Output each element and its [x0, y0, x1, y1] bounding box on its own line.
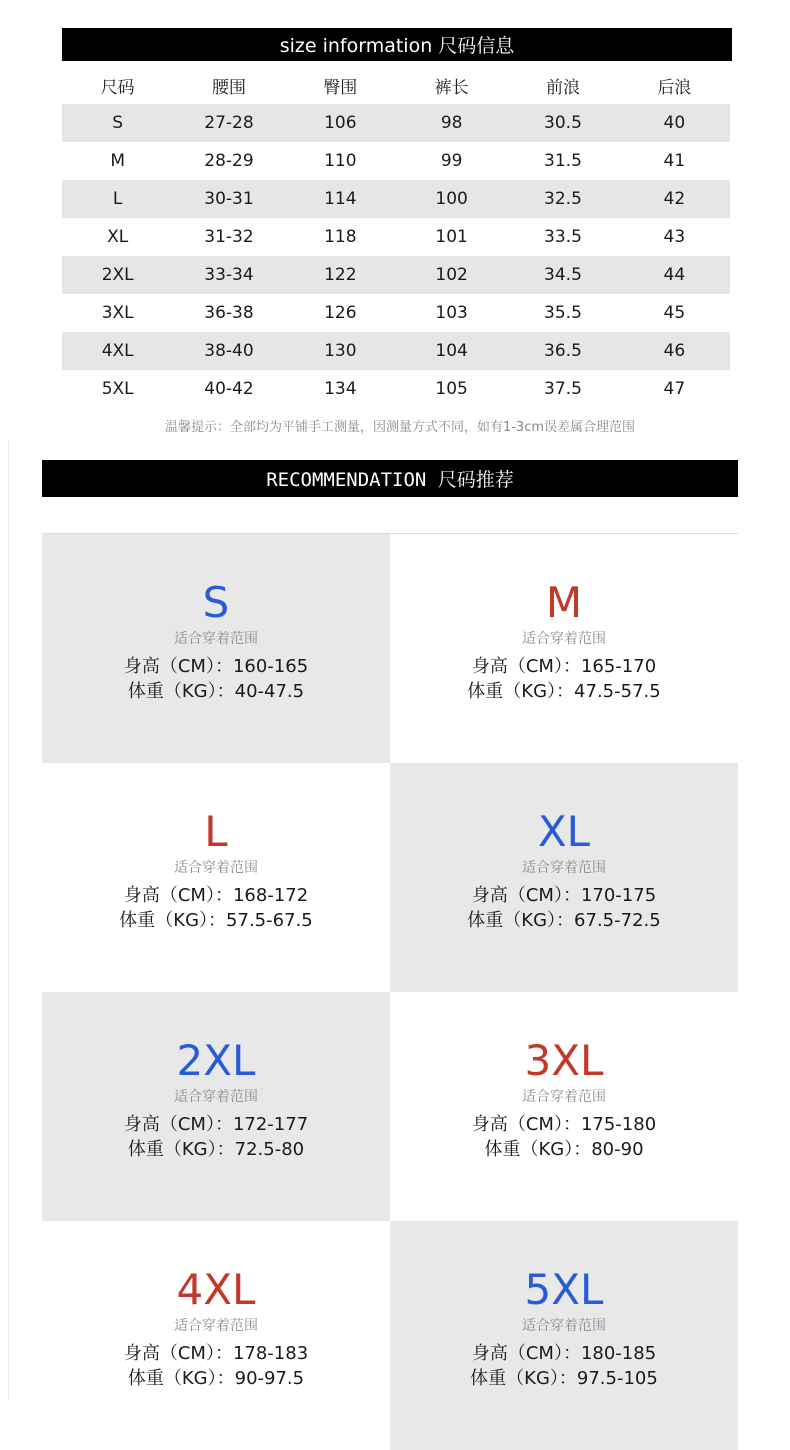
- table-cell: L: [62, 180, 173, 218]
- table-cell: 31.5: [544, 151, 582, 171]
- table-row: [62, 332, 730, 370]
- table-cell: 41: [663, 151, 686, 171]
- table-cell: 36.5: [507, 332, 618, 370]
- table-row: [62, 370, 730, 408]
- card-height: 身高（CM）：168-172: [123, 885, 309, 906]
- card-size-label: 4XL: [176, 1265, 256, 1314]
- table-cell: S: [62, 104, 173, 142]
- table-cell: 3XL: [101, 303, 134, 323]
- table-cell: 40: [619, 104, 730, 142]
- card-size-label: M: [545, 578, 583, 627]
- table-cell: 35.5: [544, 303, 582, 323]
- header-hip: 臀围: [323, 77, 358, 98]
- table-cell: 122: [285, 256, 396, 294]
- card-weight: 体重（KG）：72.5-80: [127, 1139, 305, 1160]
- table-cell: 5XL: [101, 379, 134, 399]
- size-table-header-row: [62, 66, 730, 104]
- table-cell: 45: [663, 303, 686, 323]
- card-subtitle: 适合穿着范围: [174, 1089, 258, 1105]
- card-weight: 体重（KG）：57.5-67.5: [119, 910, 313, 931]
- table-cell: 34.5: [507, 256, 618, 294]
- recommendation-title-bar: [42, 460, 738, 497]
- table-cell: 134: [324, 379, 357, 399]
- table-cell: 2XL: [62, 256, 173, 294]
- table-cell: 105: [435, 379, 468, 399]
- measurement-note: 温馨提示：全部均为平铺手工测量，因测量方式不同，如有1-3cm误差属合理范围: [164, 420, 636, 435]
- card-height: 身高（CM）：160-165: [123, 656, 309, 677]
- card-size-label: 5XL: [524, 1265, 604, 1314]
- card-subtitle: 适合穿着范围: [522, 860, 606, 876]
- table-cell: 103: [435, 303, 468, 323]
- card-weight: 体重（KG）：40-47.5: [127, 681, 305, 702]
- card-weight: 体重（KG）：90-97.5: [127, 1368, 305, 1389]
- table-row: [62, 142, 730, 180]
- table-cell: 33.5: [544, 227, 582, 247]
- card-subtitle: 适合穿着范围: [522, 1318, 606, 1334]
- table-cell: 30.5: [507, 104, 618, 142]
- table-cell: 33-34: [173, 256, 284, 294]
- recommendation-card-4xl: [42, 1221, 390, 1450]
- table-row: [62, 256, 730, 294]
- table-cell: 44: [619, 256, 730, 294]
- table-cell: 100: [396, 180, 507, 218]
- table-cell: M: [110, 151, 125, 171]
- table-cell: 114: [285, 180, 396, 218]
- table-cell: 106: [285, 104, 396, 142]
- table-cell: 28-29: [204, 151, 254, 171]
- card-subtitle: 适合穿着范围: [174, 860, 258, 876]
- card-height: 身高（CM）：170-175: [471, 885, 657, 906]
- table-cell: 110: [324, 151, 357, 171]
- recommendation-card-5xl: [390, 1221, 738, 1450]
- header-waist: 腰围: [211, 77, 246, 98]
- card-size-label: S: [202, 578, 230, 627]
- table-cell: 27-28: [173, 104, 284, 142]
- table-cell: 104: [396, 332, 507, 370]
- card-subtitle: 适合穿着范围: [174, 631, 258, 647]
- table-cell: 37.5: [544, 379, 582, 399]
- table-row: [62, 294, 730, 332]
- table-cell: 42: [619, 180, 730, 218]
- card-height: 身高（CM）：178-183: [123, 1343, 309, 1364]
- card-weight: 体重（KG）：67.5-72.5: [467, 910, 661, 931]
- table-cell: 30-31: [173, 180, 284, 218]
- left-edge-line: [8, 440, 9, 1400]
- table-cell: 46: [619, 332, 730, 370]
- recommendation-grid: [42, 533, 738, 1400]
- table-cell: 40-42: [204, 379, 254, 399]
- table-row: [62, 218, 730, 256]
- recommendation-card-3xl: [390, 992, 738, 1221]
- card-weight: 体重（KG）：47.5-57.5: [467, 681, 661, 702]
- table-cell: 43: [663, 227, 686, 247]
- card-height: 身高（CM）：172-177: [123, 1114, 309, 1135]
- recommendation-card-s: [42, 534, 390, 763]
- recommendation-title: RECOMMENDATION 尺码推荐: [266, 469, 514, 491]
- size-info-title-bar: [62, 28, 732, 61]
- card-weight: 体重（KG）：97.5-105: [470, 1368, 658, 1389]
- size-table: [62, 66, 730, 408]
- header-back-rise: 后浪: [657, 77, 692, 98]
- table-cell: 99: [440, 151, 463, 171]
- size-info-title: size information 尺码信息: [279, 35, 515, 57]
- table-cell: XL: [107, 227, 129, 247]
- card-height: 身高（CM）：175-180: [471, 1114, 657, 1135]
- header-size: 尺码: [100, 77, 135, 98]
- card-size-label: L: [204, 807, 228, 856]
- recommendation-card-xl: [390, 763, 738, 992]
- recommendation-card-2xl: [42, 992, 390, 1221]
- table-cell: 4XL: [62, 332, 173, 370]
- card-height: 身高（CM）：180-185: [471, 1343, 657, 1364]
- table-cell: 102: [396, 256, 507, 294]
- table-cell: 98: [396, 104, 507, 142]
- card-weight: 体重（KG）：80-90: [484, 1139, 644, 1160]
- card-size-label: 2XL: [176, 1036, 256, 1085]
- table-cell: 101: [435, 227, 468, 247]
- card-subtitle: 适合穿着范围: [522, 631, 606, 647]
- table-row: [62, 104, 730, 142]
- card-subtitle: 适合穿着范围: [522, 1089, 606, 1105]
- card-size-label: 3XL: [524, 1036, 604, 1085]
- table-cell: 126: [324, 303, 357, 323]
- table-cell: 32.5: [507, 180, 618, 218]
- table-cell: 130: [285, 332, 396, 370]
- header-length: 裤长: [434, 77, 469, 98]
- recommendation-card-m: [390, 534, 738, 763]
- recommendation-card-l: [42, 763, 390, 992]
- table-cell: 38-40: [173, 332, 284, 370]
- card-size-label: XL: [537, 807, 591, 856]
- table-cell: 36-38: [204, 303, 254, 323]
- table-row: [62, 180, 730, 218]
- card-height: 身高（CM）：165-170: [471, 656, 657, 677]
- table-cell: 47: [663, 379, 686, 399]
- table-cell: 31-32: [204, 227, 254, 247]
- table-cell: 118: [324, 227, 357, 247]
- header-front-rise: 前浪: [545, 77, 580, 98]
- card-subtitle: 适合穿着范围: [174, 1318, 258, 1334]
